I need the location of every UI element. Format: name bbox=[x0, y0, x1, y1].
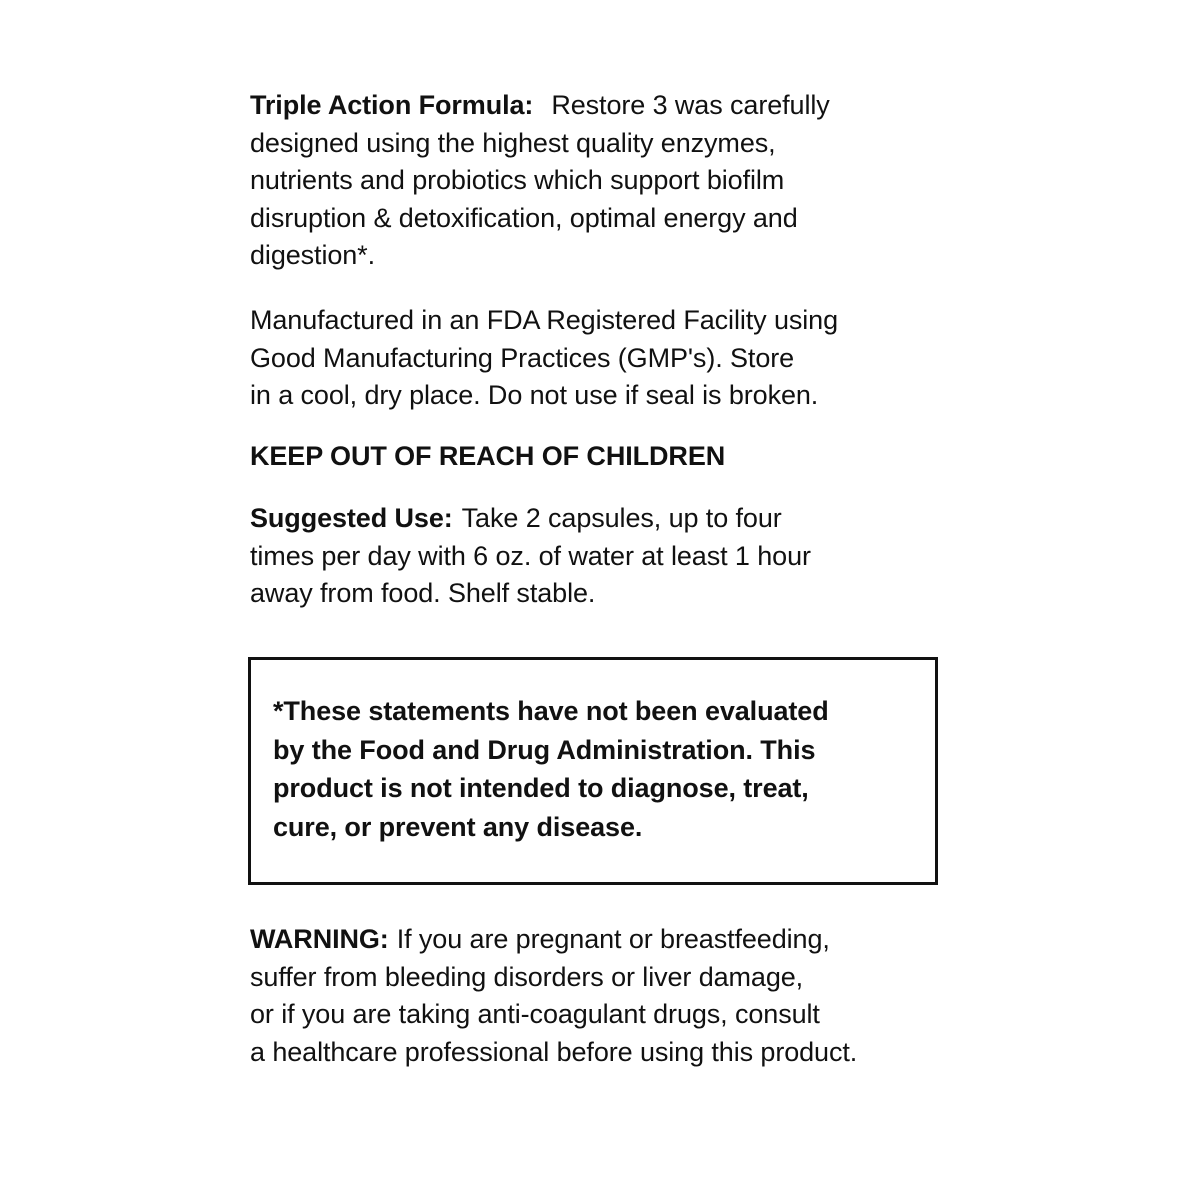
warning-line-2: suffer from bleeding disorders or liver damage, bbox=[250, 961, 804, 992]
disclaimer-line-1: *These statements have not been evaluated bbox=[273, 696, 829, 726]
usage-line-2: times per day with 6 oz. of water at least 1 hour bbox=[250, 540, 811, 571]
formula-heading: Triple Action Formula: bbox=[250, 90, 534, 120]
keep-out-of-reach-heading: KEEP OUT OF REACH OF CHILDREN bbox=[250, 441, 726, 471]
formula-line-3: nutrients and probiotics which support biofilm bbox=[250, 165, 785, 195]
facility-line-3: in a cool, dry place. Do not use if seal is broken. bbox=[250, 380, 819, 410]
formula-text-1: Restore 3 was carefully bbox=[551, 90, 830, 120]
usage-text-1: Take 2 capsules, up to four bbox=[461, 503, 782, 533]
facility-line-1: Manufactured in an FDA Registered Facility using bbox=[250, 305, 838, 335]
suggested-use-heading: Suggested Use: bbox=[250, 503, 453, 533]
keep-out-of-reach-section bbox=[250, 438, 930, 476]
formula-line-1 bbox=[250, 87, 930, 125]
formula-line-2: designed using the highest quality enzymes, bbox=[250, 127, 776, 158]
warning-text-1: If you are pregnant or breastfeeding, bbox=[396, 924, 830, 954]
warning-heading: WARNING: bbox=[250, 924, 389, 954]
suggested-use-section bbox=[250, 500, 930, 613]
manufacturing-facility-section bbox=[250, 302, 930, 415]
warning-line-4: a healthcare professional before using this product. bbox=[250, 1036, 858, 1067]
disclaimer-line-4: cure, or prevent any disease. bbox=[273, 811, 643, 842]
fda-disclaimer-box bbox=[248, 657, 938, 885]
facility-line-2: Good Manufacturing Practices (GMP's). Store bbox=[250, 342, 795, 373]
formula-line-4: disruption & detoxification, optimal energy and bbox=[250, 202, 798, 233]
fda-disclaimer-text bbox=[273, 692, 829, 846]
warning-section bbox=[250, 921, 930, 1071]
disclaimer-line-3: product is not intended to diagnose, treat, bbox=[273, 773, 809, 803]
usage-line-1 bbox=[250, 500, 930, 538]
triple-action-formula-section bbox=[250, 87, 930, 275]
usage-line-3: away from food. Shelf stable. bbox=[250, 578, 596, 608]
disclaimer-line-2: by the Food and Drug Administration. This bbox=[273, 734, 816, 765]
formula-line-5: digestion*. bbox=[250, 240, 375, 270]
warning-line-3: or if you are taking anti-coagulant drugs, consult bbox=[250, 999, 820, 1029]
warning-line-1 bbox=[250, 921, 930, 959]
